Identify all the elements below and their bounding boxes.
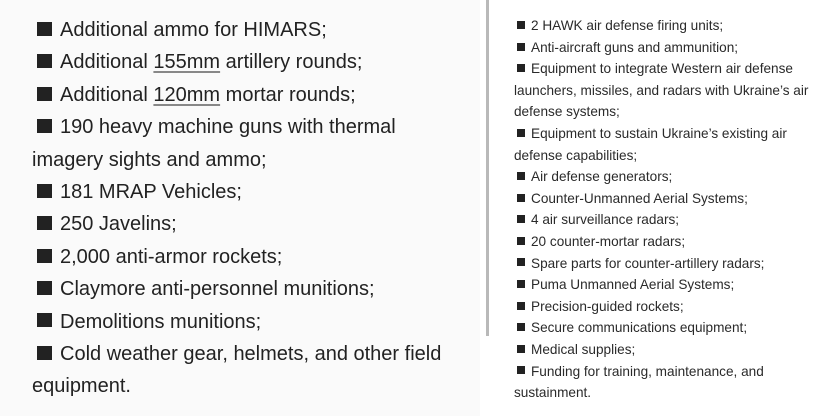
square-bullet-icon	[517, 43, 525, 51]
square-bullet-icon	[517, 215, 525, 223]
square-bullet-icon	[517, 345, 525, 353]
square-bullet-icon	[37, 346, 52, 360]
right-equipment-list	[514, 15, 814, 404]
list-item: Additional ammo for HIMARS;	[32, 14, 472, 46]
square-bullet-icon	[517, 64, 525, 72]
list-item: Precision-guided rockets;	[514, 296, 814, 318]
square-bullet-icon	[517, 21, 525, 29]
list-item: Additional 155mm artillery rounds;	[32, 46, 472, 78]
underlined-caliber: 155mm	[153, 51, 221, 74]
list-item: Puma Unmanned Aerial Systems;	[514, 274, 814, 296]
list-item: Additional 120mm mortar rounds;	[32, 79, 472, 111]
list-item: 2 HAWK air defense firing units;	[514, 15, 814, 37]
square-bullet-icon	[37, 119, 52, 133]
square-bullet-icon	[517, 280, 525, 288]
list-item: Air defense generators;	[514, 166, 814, 188]
square-bullet-icon	[517, 258, 525, 266]
square-bullet-icon	[37, 216, 52, 230]
square-bullet-icon	[517, 129, 525, 137]
square-bullet-icon	[517, 323, 525, 331]
list-item: 4 air surveillance radars;	[514, 209, 814, 231]
square-bullet-icon	[37, 249, 52, 263]
list-item: Funding for training, maintenance, and sustainment.	[514, 363, 764, 401]
list-item: 250 Javelins;	[32, 208, 472, 240]
square-bullet-icon	[37, 87, 52, 101]
square-bullet-icon	[37, 281, 52, 295]
underlined-caliber: 120mm	[153, 83, 221, 106]
square-bullet-icon	[517, 237, 525, 245]
list-item: Secure communications equipment;	[514, 317, 814, 339]
list-item: 2,000 anti-armor rockets;	[32, 241, 472, 273]
list-item: Anti-aircraft guns and ammunition;	[514, 37, 814, 59]
list-item: Medical supplies;	[514, 339, 814, 361]
list-item: Demolitions munitions;	[32, 306, 472, 338]
square-bullet-icon	[37, 184, 52, 198]
square-bullet-icon	[517, 302, 525, 310]
list-item: Spare parts for counter-artillery radars;	[514, 253, 814, 275]
list-item: 181 MRAP Vehicles;	[32, 176, 472, 208]
square-bullet-icon	[37, 22, 52, 36]
right-panel	[496, 0, 820, 416]
list-item: 20 counter-mortar radars;	[514, 231, 814, 253]
column-divider	[486, 0, 489, 336]
list-item: Counter-Unmanned Aerial Systems;	[514, 188, 814, 210]
list-item: Equipment to sustain Ukraine’s existing air defense capabilities;	[514, 125, 787, 163]
square-bullet-icon	[517, 194, 525, 202]
square-bullet-icon	[37, 313, 52, 327]
list-item: Cold weather gear, helmets, and other field equipment.	[32, 343, 442, 398]
list-item: Claymore anti-personnel munitions;	[32, 273, 472, 305]
square-bullet-icon	[37, 54, 52, 68]
left-equipment-list	[32, 14, 472, 403]
list-item: 190 heavy machine guns with thermal imagery sights and ammo;	[32, 116, 396, 171]
square-bullet-icon	[517, 172, 525, 180]
list-item: Equipment to integrate Western air defense launchers, missiles, and radars with Ukraine’s air defense systems;	[514, 61, 809, 120]
square-bullet-icon	[517, 366, 525, 374]
